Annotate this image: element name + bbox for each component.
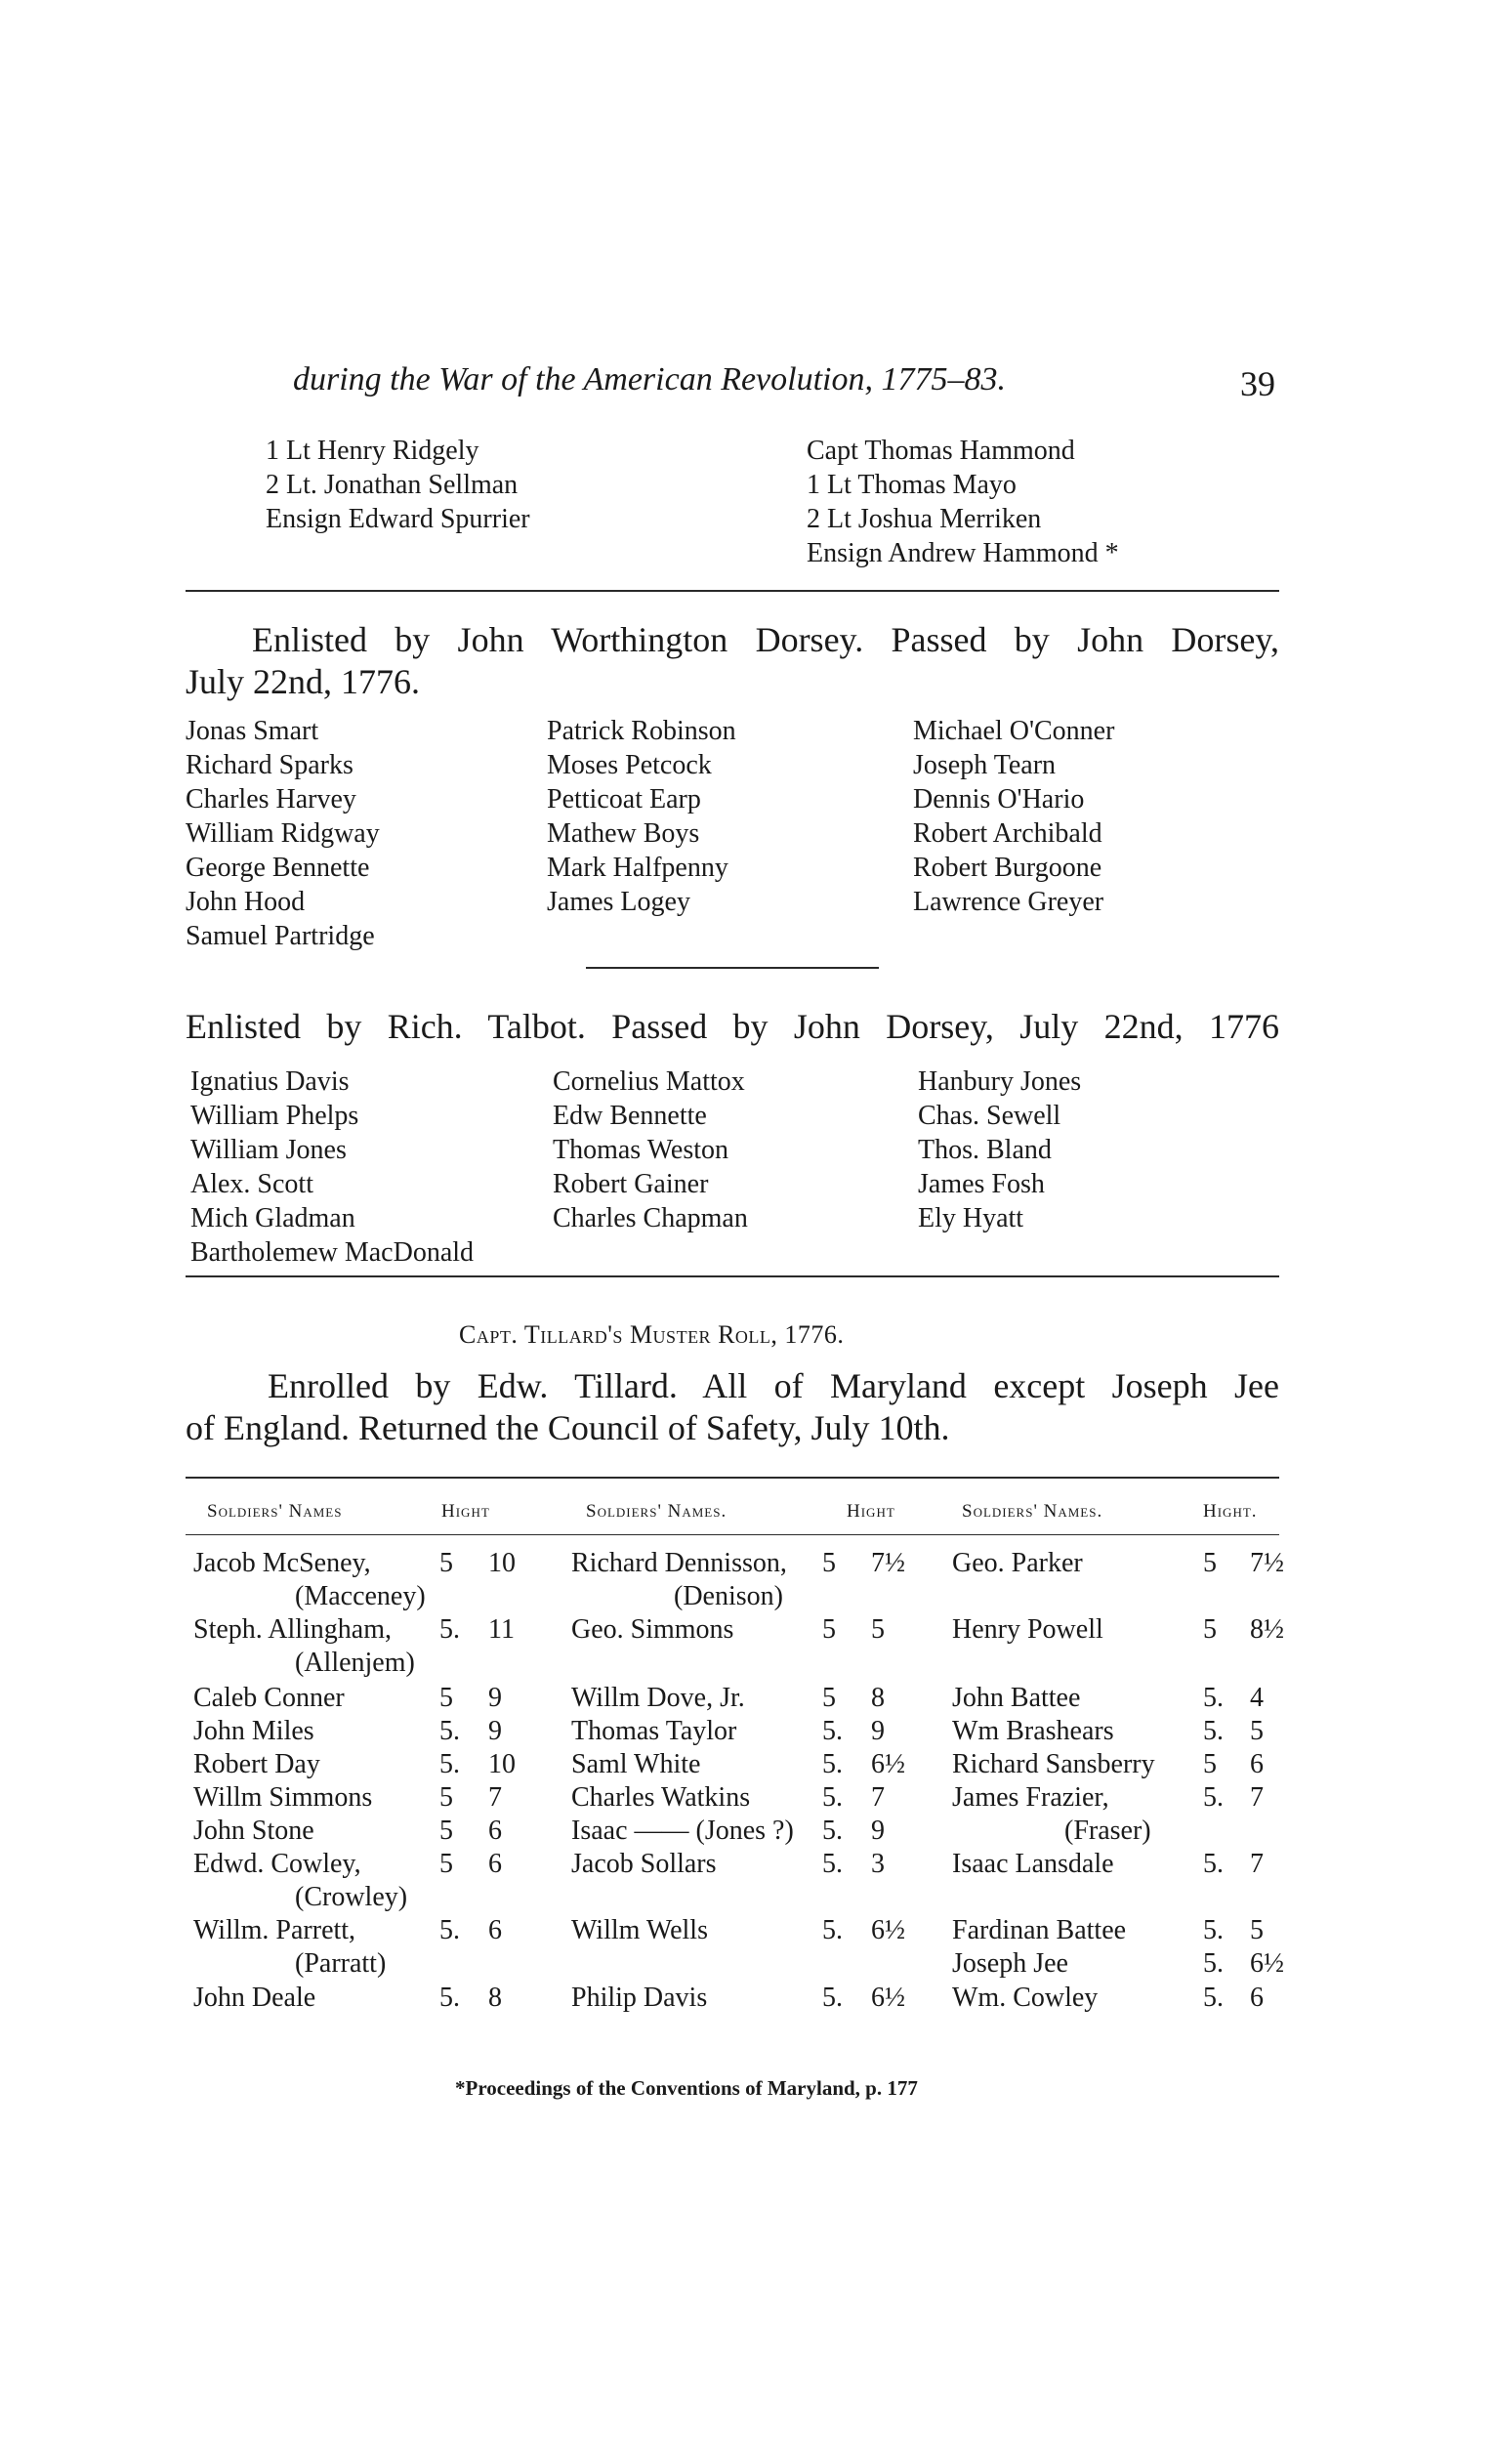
height-feet: 5. (1203, 1983, 1224, 2013)
height-inches: 6 (488, 1816, 502, 1846)
page-number: 39 (1240, 364, 1275, 403)
height-inches: 6½ (871, 1749, 905, 1779)
height-inches: 5 (1250, 1716, 1264, 1746)
section2-col1 (190, 1065, 474, 1270)
height-feet: 5. (822, 1816, 843, 1846)
soldier-name: Charles Watkins (571, 1782, 751, 1813)
height-feet: 5. (1203, 1948, 1224, 1979)
soldier-name: John Stone (193, 1816, 314, 1846)
header-names-3: Soldiers' Names. (962, 1501, 1103, 1522)
list-item: Alex. Scott (190, 1169, 313, 1199)
height-feet: 5. (439, 1983, 460, 2013)
height-feet: 5. (822, 1782, 843, 1813)
height-inches: 6 (488, 1849, 502, 1879)
height-inches: 7 (1250, 1849, 1264, 1879)
height-feet: 5 (439, 1548, 453, 1578)
height-feet: 5. (822, 1716, 843, 1746)
section1-intro (186, 619, 1279, 703)
section-divider (186, 590, 1279, 592)
section2-col3 (918, 1065, 1081, 1235)
soldier-name: Richard Dennisson, (571, 1548, 787, 1578)
height-inches: 7 (488, 1782, 502, 1813)
officer-line: 2 Lt. Jonathan Sellman (266, 470, 519, 500)
list-item: James Logey (547, 887, 690, 917)
intro-line: of England. Returned the Council of Safety, July 10th. (186, 1408, 950, 1447)
list-item: George Bennette (186, 853, 370, 883)
officer-line: 1 Lt Thomas Mayo (807, 470, 1017, 500)
soldier-name: Jacob McSeney, (193, 1548, 371, 1578)
soldier-alias: (Denison) (674, 1581, 783, 1611)
officers-left (266, 434, 530, 536)
height-feet: 5 (1203, 1749, 1217, 1779)
list-item: Bartholemew MacDonald (190, 1237, 475, 1268)
list-item: Charles Chapman (553, 1203, 748, 1233)
height-inches: 10 (488, 1749, 516, 1779)
header-hight-2: Hight (847, 1501, 895, 1522)
soldier-alias: (Fraser) (1064, 1816, 1151, 1846)
list-item: Ignatius Davis (190, 1066, 350, 1097)
list-item: William Phelps (190, 1101, 359, 1131)
section1-col2 (547, 714, 736, 919)
height-feet: 5 (822, 1614, 836, 1645)
soldier-alias: (Macceney) (295, 1581, 426, 1611)
list-item: Robert Burgoone (913, 853, 1102, 883)
list-item: Ely Hyatt (918, 1203, 1024, 1233)
list-item: James Fosh (918, 1169, 1045, 1199)
list-item: Joseph Tearn (913, 750, 1057, 780)
soldier-name: Isaac —— (Jones ?) (571, 1816, 794, 1846)
height-inches: 9 (871, 1816, 885, 1846)
table-header-rule (186, 1534, 1279, 1535)
intro-line: July 22nd, 1776. (186, 662, 421, 701)
short-divider (586, 967, 879, 969)
height-inches: 4 (1250, 1683, 1264, 1713)
header-names-1: Soldiers' Names (207, 1501, 343, 1522)
height-inches: 9 (488, 1683, 502, 1713)
list-item: John Hood (186, 887, 306, 917)
list-item: Moses Petcock (547, 750, 712, 780)
height-inches: 6 (1250, 1983, 1264, 2013)
soldier-name: Thomas Taylor (571, 1716, 737, 1746)
soldier-name: Willm. Parrett, (193, 1915, 356, 1945)
officers-right (807, 434, 1119, 570)
height-inches: 8 (488, 1983, 502, 2013)
soldier-name: Philip Davis (571, 1983, 708, 2013)
soldier-name: Wm Brashears (952, 1716, 1114, 1746)
height-inches: 7 (871, 1782, 885, 1813)
height-inches: 7 (1250, 1782, 1264, 1813)
list-item: Samuel Partridge (186, 921, 375, 951)
height-inches: 10 (488, 1548, 516, 1578)
header-hight-3: Hight. (1203, 1501, 1258, 1522)
height-feet: 5. (822, 1749, 843, 1779)
list-item: Mark Halfpenny (547, 853, 728, 883)
height-inches: 9 (488, 1716, 502, 1746)
height-feet: 5. (439, 1915, 460, 1945)
soldier-alias: (Parratt) (295, 1948, 387, 1979)
soldier-name: James Frazier, (952, 1782, 1109, 1813)
section1-col3 (913, 714, 1114, 919)
soldier-name: Isaac Lansdale (952, 1849, 1114, 1879)
height-inches: 6½ (871, 1915, 905, 1945)
list-item: Chas. Sewell (918, 1101, 1061, 1131)
soldier-name: Geo. Simmons (571, 1614, 734, 1645)
height-inches: 3 (871, 1849, 885, 1879)
officer-line: Capt Thomas Hammond (807, 436, 1075, 466)
list-item: Cornelius Mattox (553, 1066, 745, 1097)
height-feet: 5 (439, 1683, 453, 1713)
soldier-name: Jacob Sollars (571, 1849, 717, 1879)
officer-line: Ensign Andrew Hammond * (807, 538, 1119, 568)
list-item: Petticoat Earp (547, 784, 701, 814)
height-feet: 5 (439, 1816, 453, 1846)
height-feet: 5 (1203, 1614, 1217, 1645)
soldier-name: Robert Day (193, 1749, 320, 1779)
section2-intro: Enlisted by Rich. Talbot. Passed by John Dorsey, July 22nd, 1776 (186, 1007, 1279, 1046)
height-feet: 5 (1203, 1548, 1217, 1578)
list-item: Mathew Boys (547, 818, 700, 849)
muster-title: Capt. Tillard's Muster Roll, 1776. (459, 1320, 845, 1349)
height-feet: 5 (439, 1849, 453, 1879)
intro-line: Enlisted by John Worthington Dorsey. Passed by John Dorsey, (252, 620, 1279, 659)
list-item: William Ridgway (186, 818, 380, 849)
list-item: Robert Archibald (913, 818, 1102, 849)
muster-intro (186, 1365, 1279, 1449)
list-item: Thomas Weston (553, 1135, 728, 1165)
height-feet: 5. (822, 1983, 843, 2013)
height-inches: 7½ (1250, 1548, 1284, 1578)
height-inches: 6½ (1250, 1948, 1284, 1979)
soldier-name: Willm Dove, Jr. (571, 1683, 745, 1713)
list-item: Mich Gladman (190, 1203, 355, 1233)
soldier-name: Edwd. Cowley, (193, 1849, 361, 1879)
height-feet: 5. (439, 1716, 460, 1746)
height-feet: 5. (1203, 1849, 1224, 1879)
height-feet: 5. (1203, 1782, 1224, 1813)
header-hight-1: Hight (441, 1501, 490, 1522)
officer-line: 2 Lt Joshua Merriken (807, 504, 1042, 534)
list-item: Thos. Bland (918, 1135, 1052, 1165)
height-inches: 8½ (1250, 1614, 1284, 1645)
height-feet: 5. (822, 1915, 843, 1945)
list-item: Charles Harvey (186, 784, 356, 814)
list-item: Patrick Robinson (547, 716, 736, 746)
height-feet: 5. (439, 1749, 460, 1779)
soldier-name: John Battee (952, 1683, 1081, 1713)
height-inches: 7½ (871, 1548, 905, 1578)
height-inches: 5 (871, 1614, 885, 1645)
soldier-name: Saml White (571, 1749, 701, 1779)
height-inches: 8 (871, 1683, 885, 1713)
height-inches: 11 (488, 1614, 515, 1645)
intro-line: Enrolled by Edw. Tillard. All of Maryland except Joseph Jee (268, 1366, 1279, 1405)
height-feet: 5. (822, 1849, 843, 1879)
list-item: Jonas Smart (186, 716, 319, 746)
height-inches: 9 (871, 1716, 885, 1746)
list-item: Robert Gainer (553, 1169, 709, 1199)
height-feet: 5. (439, 1614, 460, 1645)
section1-col1 (186, 714, 380, 953)
soldier-name: Geo. Parker (952, 1548, 1083, 1578)
soldier-alias: (Allenjem) (295, 1648, 415, 1678)
section-divider (186, 1275, 1279, 1277)
soldier-name: Wm. Cowley (952, 1983, 1099, 2013)
officer-line: 1 Lt Henry Ridgely (266, 436, 479, 466)
height-feet: 5 (822, 1683, 836, 1713)
list-item: Dennis O'Hario (913, 784, 1085, 814)
height-feet: 5. (1203, 1915, 1224, 1945)
height-feet: 5 (439, 1782, 453, 1813)
running-header: during the War of the American Revolution, 1775–83. (293, 361, 1006, 397)
list-item: William Jones (190, 1135, 347, 1165)
height-feet: 5. (1203, 1683, 1224, 1713)
soldier-name: Henry Powell (952, 1614, 1103, 1645)
list-item: Edw Bennette (553, 1101, 707, 1131)
height-inches: 6½ (871, 1983, 905, 2013)
soldier-name: Willm Wells (571, 1915, 708, 1945)
section2-col2 (553, 1065, 748, 1235)
soldier-name: Caleb Conner (193, 1683, 345, 1713)
soldier-name: Steph. Allingham, (193, 1614, 392, 1645)
list-item: Richard Sparks (186, 750, 353, 780)
soldier-name: John Deale (193, 1983, 316, 2013)
soldier-name: John Miles (193, 1716, 314, 1746)
height-inches: 6 (1250, 1749, 1264, 1779)
soldier-name: Richard Sansberry (952, 1749, 1155, 1779)
height-inches: 6 (488, 1915, 502, 1945)
header-names-2: Soldiers' Names. (586, 1501, 727, 1522)
soldier-name: Joseph Jee (952, 1948, 1068, 1979)
height-inches: 5 (1250, 1915, 1264, 1945)
height-feet: 5. (1203, 1716, 1224, 1746)
soldier-name: Fardinan Battee (952, 1915, 1127, 1945)
height-feet: 5 (822, 1548, 836, 1578)
list-item: Lawrence Greyer (913, 887, 1104, 917)
table-top-rule (186, 1477, 1279, 1479)
list-item: Hanbury Jones (918, 1066, 1082, 1097)
officer-line: Ensign Edward Spurrier (266, 504, 530, 534)
soldier-alias: (Crowley) (295, 1882, 408, 1912)
list-item: Michael O'Conner (913, 716, 1115, 746)
footnote: *Proceedings of the Conventions of Maryland, p. 177 (455, 2076, 918, 2100)
soldier-name: Willm Simmons (193, 1782, 373, 1813)
